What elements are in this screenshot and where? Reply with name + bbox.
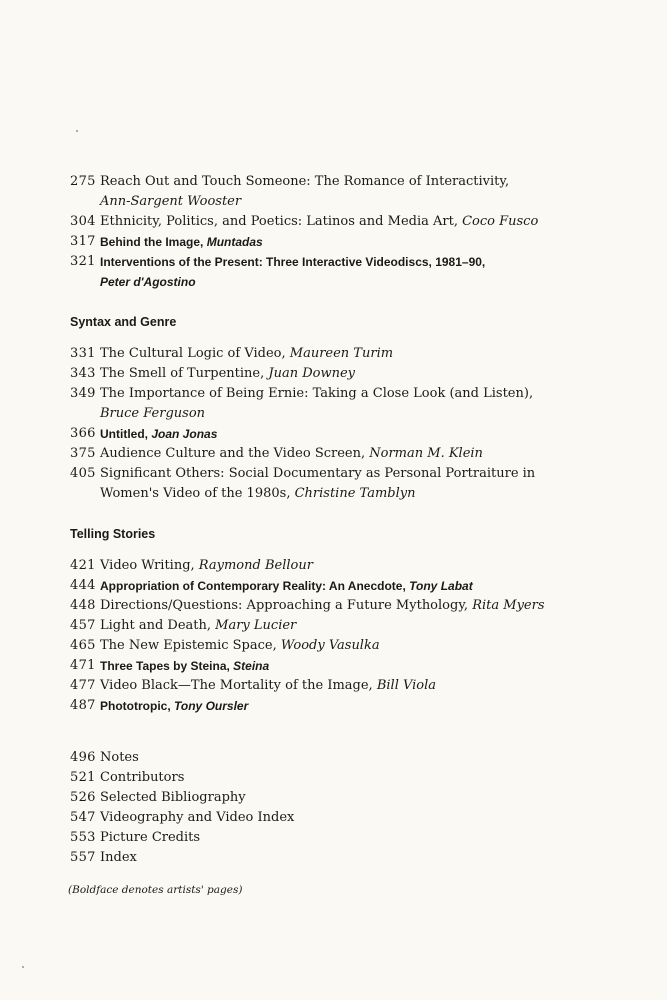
toc-entry — [70, 616, 640, 636]
entry-title: Audience Culture and the Video Screen, — [100, 446, 366, 461]
entry-author: Maureen Turim — [289, 346, 394, 361]
toc-entry-artist-page — [70, 424, 640, 444]
entry-author: Juan Downey — [268, 366, 356, 381]
page-number: 444 — [70, 578, 96, 593]
entry-text — [100, 252, 640, 292]
page-number: 547 — [70, 810, 96, 825]
entry-title: Videography and Video Index — [100, 810, 295, 825]
entry-text — [100, 364, 640, 384]
entry-author: Mary Lucier — [215, 618, 297, 633]
toc-entry — [70, 748, 640, 768]
page-number: 557 — [70, 850, 96, 865]
toc-entry — [70, 596, 640, 616]
entry-text — [100, 596, 640, 616]
entry-author: Bill Viola — [376, 678, 437, 693]
entry-author: Tony Labat — [409, 579, 473, 593]
toc-entry — [70, 788, 640, 808]
entry-author: Raymond Bellour — [198, 558, 313, 573]
toc-entry-artist-page — [70, 252, 640, 292]
entry-title: Untitled, — [100, 427, 148, 441]
entry-author: Muntadas — [206, 235, 263, 249]
page-number: 526 — [70, 790, 96, 805]
page-number: 448 — [70, 598, 96, 613]
page-number: 331 — [70, 346, 96, 361]
entry-author: Ann-Sargent Wooster — [100, 194, 242, 209]
entry-text — [100, 424, 640, 444]
toc-entry-artist-page — [70, 232, 640, 252]
entry-title: Contributors — [100, 770, 185, 785]
page-number: 349 — [70, 386, 96, 401]
entry-text — [100, 828, 640, 848]
back-matter-list — [70, 748, 640, 868]
entry-author: Tony Oursler — [174, 699, 249, 713]
toc-entry — [70, 636, 640, 656]
entry-title: Significant Others: Social Documentary as Personal Portraiture in Women's Video of the 1980s, — [100, 466, 536, 501]
entry-text — [100, 616, 640, 636]
entry-text — [100, 172, 640, 212]
section-title: Syntax and Genre — [70, 315, 177, 329]
entry-title: Video Writing, — [100, 558, 195, 573]
page-number: 366 — [70, 426, 96, 441]
entry-text — [100, 556, 640, 576]
toc-section — [70, 314, 640, 504]
entry-title: Selected Bibliography — [100, 790, 246, 805]
entry-text — [100, 344, 640, 364]
page-number: 375 — [70, 446, 96, 461]
entry-title: Directions/Questions: Approaching a Future Mythology, — [100, 598, 469, 613]
entry-title: The New Epistemic Space, — [100, 638, 277, 653]
entry-title: The Importance of Being Ernie: Taking a Close Look (and Listen), — [100, 386, 534, 401]
entry-title: Video Black—The Mortality of the Image, — [100, 678, 373, 693]
entry-text — [100, 848, 640, 868]
toc-section — [70, 172, 640, 292]
entry-author: Norman M. Klein — [369, 446, 483, 461]
entry-text — [100, 444, 640, 464]
section-title: Telling Stories — [70, 527, 156, 541]
toc-entry — [70, 212, 640, 232]
entry-title: Three Tapes by Steina, — [100, 659, 230, 673]
toc-entry-artist-page — [70, 656, 640, 676]
entry-text — [100, 576, 640, 596]
page-number: 457 — [70, 618, 96, 633]
page-number: 405 — [70, 466, 96, 481]
entry-author: Christine Tamblyn — [294, 486, 416, 501]
page-number: 496 — [70, 750, 96, 765]
entry-title: The Smell of Turpentine, — [100, 366, 265, 381]
entry-text — [100, 636, 640, 656]
entry-text — [100, 464, 640, 504]
page-number: 521 — [70, 770, 96, 785]
toc-entry — [70, 344, 640, 364]
entry-author: Peter d'Agostino — [100, 275, 196, 289]
entry-text — [100, 808, 640, 828]
entry-title: The Cultural Logic of Video, — [100, 346, 286, 361]
toc-entry — [70, 848, 640, 868]
page-number: 465 — [70, 638, 96, 653]
entry-text — [100, 768, 640, 788]
entry-author: Woody Vasulka — [280, 638, 380, 653]
toc-entry — [70, 384, 640, 424]
toc-entry — [70, 172, 640, 212]
toc-section — [70, 526, 640, 716]
toc-entry — [70, 556, 640, 576]
entry-title: Notes — [100, 750, 139, 765]
entry-text — [100, 232, 640, 252]
entry-author: Joan Jonas — [151, 427, 218, 441]
page-number: 487 — [70, 698, 96, 713]
entry-text — [100, 788, 640, 808]
spacer — [70, 716, 640, 748]
page-number: 471 — [70, 658, 96, 673]
toc-entry-artist-page — [70, 696, 640, 716]
page-number: 304 — [70, 214, 96, 229]
entry-title: Picture Credits — [100, 830, 201, 845]
entry-text — [100, 748, 640, 768]
page-number: 553 — [70, 830, 96, 845]
boldface-note: (Boldface denotes artists' pages) — [68, 884, 243, 896]
entry-title: Reach Out and Touch Someone: The Romance of Interactivity, — [100, 174, 510, 189]
toc-entry — [70, 444, 640, 464]
page-number: 477 — [70, 678, 96, 693]
entry-author: Rita Myers — [472, 598, 545, 613]
page-number: 421 — [70, 558, 96, 573]
page-number: 321 — [70, 254, 96, 269]
entry-text — [100, 696, 640, 716]
entry-title: Light and Death, — [100, 618, 212, 633]
entry-author: Coco Fusco — [462, 214, 539, 229]
entry-text — [100, 384, 640, 424]
toc-entry — [70, 828, 640, 848]
entry-title: Appropriation of Contemporary Reality: An Anecdote, — [100, 579, 406, 593]
entry-author: Steina — [233, 659, 270, 673]
toc-entry — [70, 676, 640, 696]
toc-entry — [70, 808, 640, 828]
toc-entry-artist-page — [70, 576, 640, 596]
page-number: 343 — [70, 366, 96, 381]
entry-title: Behind the Image, — [100, 235, 204, 249]
entry-text — [100, 656, 640, 676]
toc-entry — [70, 464, 640, 504]
toc-entry — [70, 768, 640, 788]
entry-title: Ethnicity, Politics, and Poetics: Latinos and Media Art, — [100, 214, 458, 229]
entry-text — [100, 212, 640, 232]
toc-entry — [70, 364, 640, 384]
entry-title: Phototropic, — [100, 699, 171, 713]
page-number: 275 — [70, 174, 96, 189]
entry-title: Index — [100, 850, 137, 865]
toc-groups — [70, 172, 640, 716]
page-number: 317 — [70, 234, 96, 249]
entry-author: Bruce Ferguson — [100, 406, 206, 421]
entry-text — [100, 676, 640, 696]
entry-title: Interventions of the Present: Three Interactive Videodiscs, 1981–90, — [100, 255, 486, 269]
table-of-contents — [70, 172, 640, 896]
